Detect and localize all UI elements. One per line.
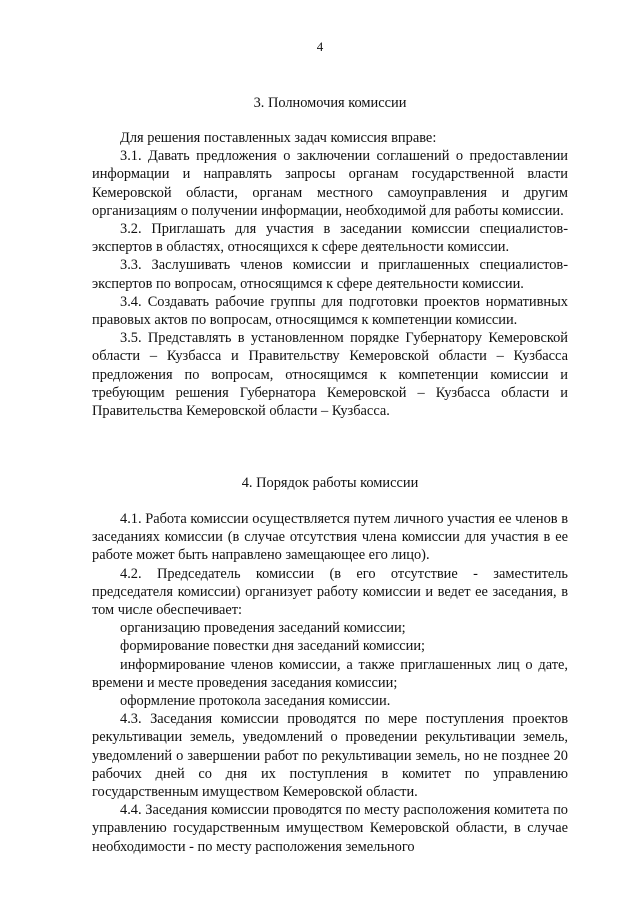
- paragraph-4-1: 4.1. Работа комиссии осуществляется путем личного участия ее членов в заседаниях комиссии (в случае отсутствия члена комиссии для участия в ее работе может быть направлено замещающее его лицо).: [92, 511, 568, 564]
- paragraph-3-4: 3.4. Создавать рабочие группы для подготовки проектов нормативных правовых актов по вопросам, относящимся к компетенции комиссии.: [92, 293, 568, 329]
- section-4: [92, 474, 568, 492]
- list-item: формирование повестки дня заседаний комиссии;: [120, 638, 426, 655]
- paragraph-4-3: 4.3. Заседания комиссии проводятся по мере поступления проектов рекультивации земель, уведомлений о проведении рекультивации земель, уведомлений о завершении работ по рекультивации земель, но не позднее 20 рабочих дней со дня их поступления в комитет по управлению государственным имуществом Кемеровской области.: [92, 711, 568, 801]
- paragraph-4-2: 4.2. Председатель комиссии (в его отсутствие - заместитель председателя комиссии) организует работу комиссии и ведет ее заседания, в том числе обеспечивает:: [92, 565, 568, 619]
- section-3-intro: Для решения поставленных задач комиссия вправе:: [120, 130, 437, 146]
- list-item: информирование членов комиссии, а также приглашенных лиц о дате, времени и месте проведения заседания комиссии;: [92, 656, 568, 691]
- paragraph-3-2: 3.2. Приглашать для участия в заседании комиссии специалистов-экспертов в областях, относящихся к сфере деятельности комиссии.: [92, 221, 568, 256]
- list-item: оформление протокола заседания комиссии.: [120, 693, 391, 710]
- list-item: организацию проведения заседаний комиссии;: [120, 620, 406, 637]
- paragraph-3-3: 3.3. Заслушивать членов комиссии и приглашенных специалистов-экспертов по вопросам, относящимся к сфере деятельности комиссии.: [92, 257, 568, 292]
- paragraph-4-4: 4.4. Заседания комиссии проводятся по месту расположения комитета по управлению государственным имуществом Кемеровской области, в случае необходимости - по месту расположения земельного: [92, 802, 568, 855]
- section-4-body: [92, 510, 568, 856]
- paragraph-3-1: 3.1. Давать предложения о заключении соглашений о предоставлении информации и направлять запросы органам государственной власти Кемеровской области, органам местного самоуправления и другим организациям о получении информации, необходимой для работы комиссии.: [92, 148, 568, 219]
- section-3: [92, 94, 568, 112]
- paragraph-3-5: 3.5. Представлять в установленном порядке Губернатору Кемеровской области – Кузбасса и Правительству Кемеровской области – Кузбасса предложения по вопросам, относящимся к компетенции комиссии и требующим решения Губернатора Кемеровской – Кузбасса области и Правительства Кемеровской области – Кузбасса.: [92, 330, 568, 420]
- section-3-body: [92, 129, 568, 420]
- page-number: 4: [316, 39, 324, 54]
- section-4-heading: 4. Порядок работы комиссии: [241, 475, 419, 491]
- section-3-heading: 3. Полномочия комиссии: [253, 95, 407, 111]
